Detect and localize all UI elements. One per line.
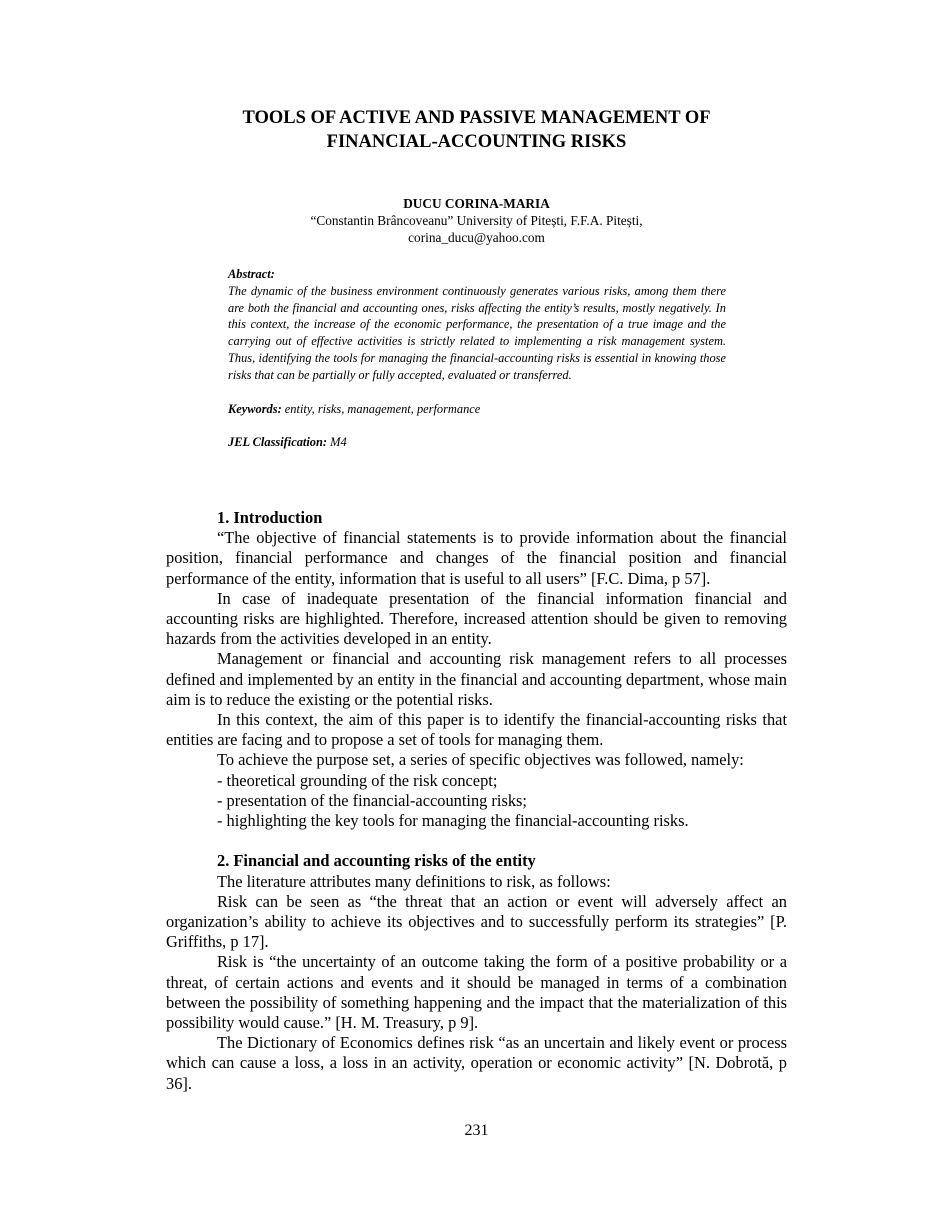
keywords-value: entity, risks, management, performance: [281, 401, 481, 416]
jel-line: [228, 434, 726, 451]
section-1-paragraph: To achieve the purpose set, a series of specific objectives was followed, namely:: [217, 750, 744, 770]
objective-list-item: - presentation of the financial-accounting risks;: [217, 790, 527, 810]
title-line-2: FINANCIAL-ACCOUNTING RISKS: [326, 132, 627, 152]
abstract-block: [228, 266, 726, 451]
paper-title: [166, 106, 787, 154]
section-2-paragraph: Risk is “the uncertainty of an outcome taking the form of a positive probability or a threat, of certain actions and events and it should be managed in terms of a combination between the possibility of something happening and the impact that the materialization of this possibility would cause.” [H. M. Treasury, p 9].: [166, 952, 787, 1033]
section-2-heading: 2. Financial and accounting risks of the entity: [217, 851, 536, 871]
objective-list-item: - theoretical grounding of the risk concept;: [217, 770, 498, 790]
section-1-heading: 1. Introduction: [217, 508, 323, 527]
keywords-label: Keywords:: [228, 401, 282, 416]
author-block: [166, 195, 787, 246]
section-1-paragraph: In this context, the aim of this paper is to identify the financial-accounting risks that entities are facing and to propose a set of tools for managing them.: [166, 710, 787, 750]
section-2-paragraph: The Dictionary of Economics defines risk “as an uncertain and likely event or process which can cause a loss, a loss in an activity, operation or economic activity” [N. Dobrotă, p 36].: [166, 1033, 787, 1093]
section-1-paragraph: Management or financial and accounting risk management refers to all processes defined and implemented by an entity in the financial and accounting department, whose main aim is to reduce the existing or the potential risks.: [166, 649, 787, 709]
author-name: DUCU CORINA-MARIA: [403, 196, 550, 211]
author-email: corina_ducu@yahoo.com: [408, 230, 545, 245]
body-text: [166, 508, 787, 1094]
section-2-paragraph: Risk can be seen as “the threat that an action or event will adversely affect an organization’s ability to achieve its objectives and to successfully perform its strategies” [P. Griffiths, p 17].: [166, 891, 787, 952]
page-number: 231: [464, 1122, 489, 1139]
abstract-text: The dynamic of the business environment continuously generates various risks, among them there are both the financial and accounting ones, risks affecting the entity’s results, mostly negatively. In this context, the increase of the economic performance, the presentation of a true image and the carrying out of effective activities is strictly related to implementing a risk management system. Thus, identifying the tools for managing the financial-accounting risks is essential in knowing those risks that can be partially or fully accepted, evaluated or transferred.: [228, 283, 726, 382]
section-gap: [166, 831, 787, 851]
keywords-line: [228, 401, 726, 418]
section-2-paragraph: The literature attributes many definitions to risk, as follows:: [217, 871, 611, 891]
author-affiliation: “Constantin Brâncoveanu” University of Pitești, F.F.A. Pitești,: [310, 213, 643, 228]
section-1-paragraph: In case of inadequate presentation of the financial information financial and accounting risks are highlighted. Therefore, increased attention should be given to removing hazards from the activities developed in an entity.: [166, 588, 787, 649]
title-line-1: TOOLS OF ACTIVE AND PASSIVE MANAGEMENT OF: [242, 108, 711, 128]
objective-list-item: - highlighting the key tools for managing the financial-accounting risks.: [217, 811, 689, 831]
jel-label: JEL Classification:: [228, 435, 328, 450]
section-1-paragraph: “The objective of financial statements is to provide information about the financial position, financial performance and changes of the financial position and financial performance of the entity, information that is useful to all users” [F.C. Dima, p 57].: [166, 528, 787, 588]
jel-value: M4: [327, 435, 347, 450]
abstract-label: Abstract:: [228, 267, 275, 281]
